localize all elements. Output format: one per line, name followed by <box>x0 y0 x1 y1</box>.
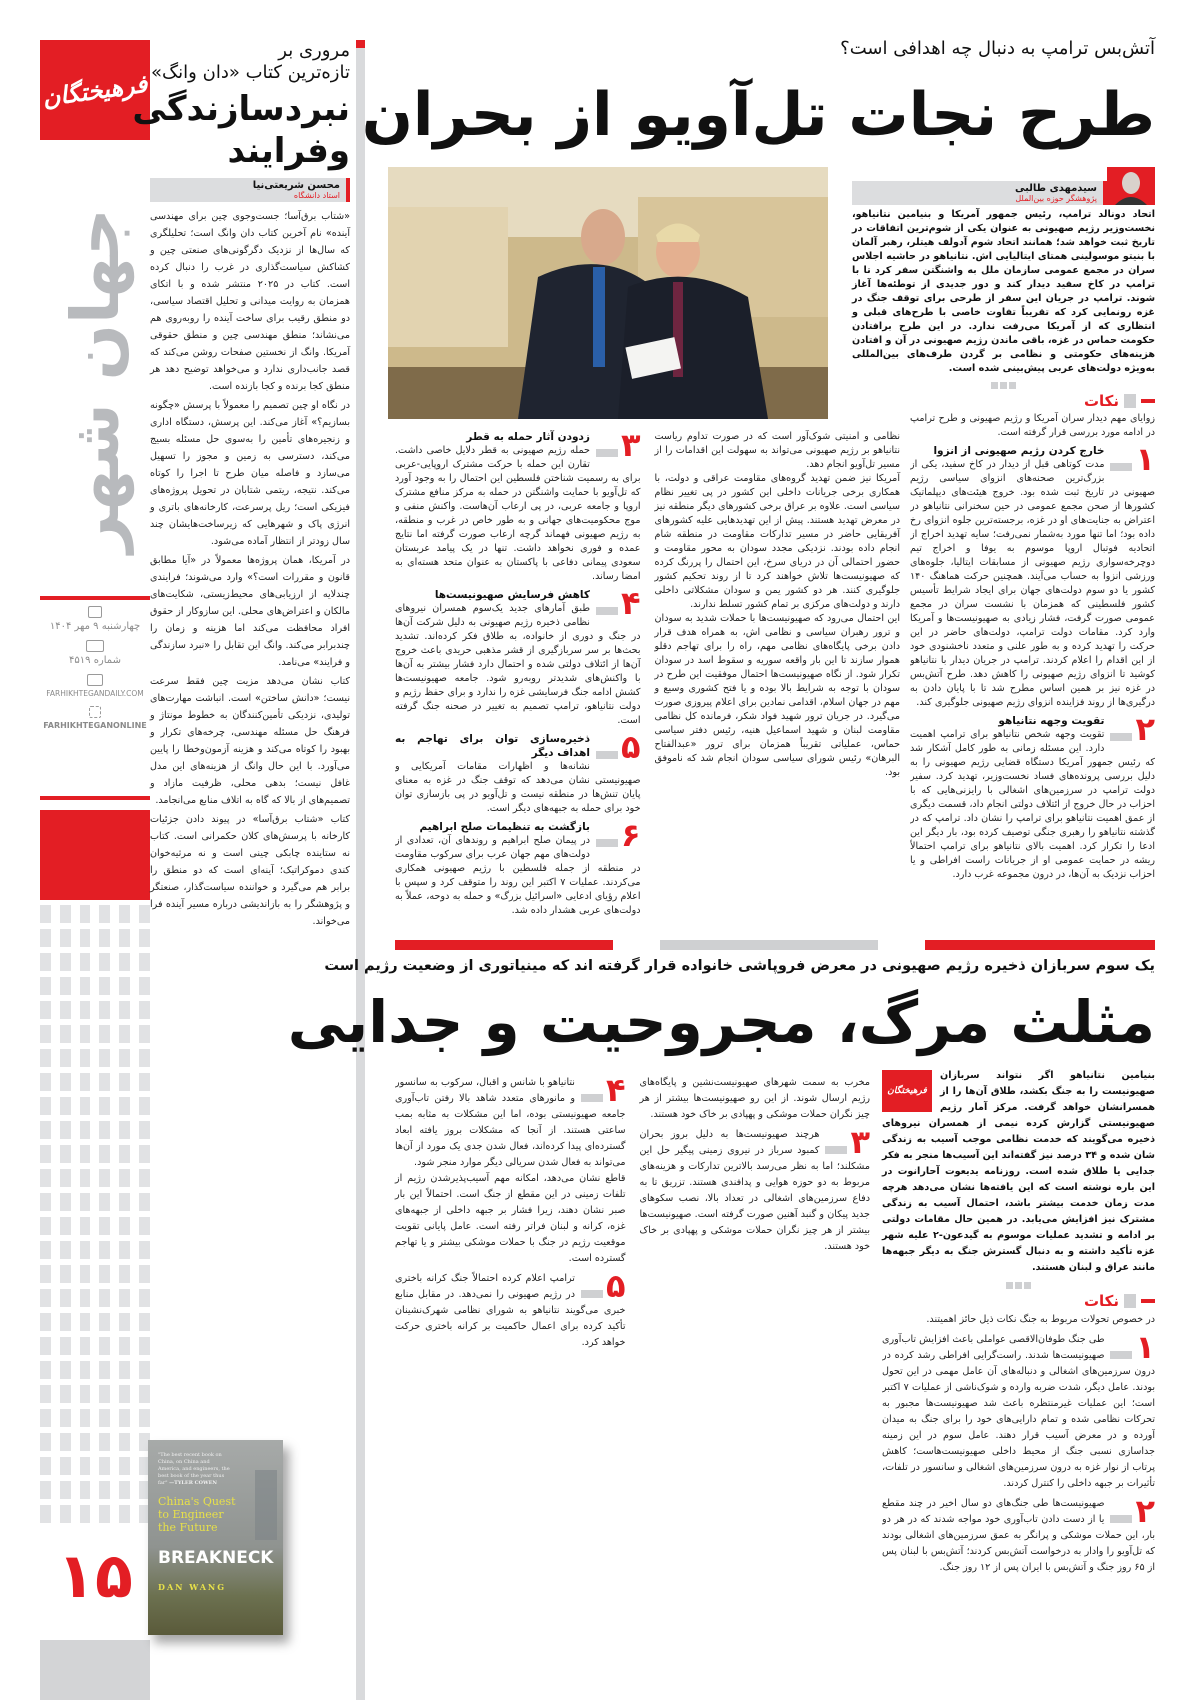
pattern-bar <box>99 905 110 923</box>
nokat-grey-marker <box>1124 1294 1136 1308</box>
point-number: ۵ <box>620 732 641 766</box>
author-role: پژوهشگر حوزه بین‌الملل <box>1015 194 1097 203</box>
pattern-bar <box>40 1121 51 1139</box>
pattern-bar <box>119 1145 130 1163</box>
pattern-bar <box>60 1481 71 1499</box>
point-number-grey-bar <box>581 1290 603 1298</box>
pattern-bar <box>80 1289 91 1307</box>
calendar-icon <box>88 606 102 618</box>
pattern-bar <box>119 1409 130 1427</box>
numbered-point <box>882 1332 1155 1492</box>
book-review-body <box>150 208 350 930</box>
author-portrait-icon <box>1107 167 1155 205</box>
pattern-bar <box>80 929 91 947</box>
pattern-bar <box>40 1241 51 1259</box>
qr-code-icon <box>89 706 101 718</box>
numbered-point <box>395 1271 626 1351</box>
second-story-kicker: یک سوم سربازان ذخیره رژیم صهیونی در معرض فروپاشی خانواده قرار گرفته اند که مینیاتوری از وضعیت رژیم است <box>324 958 1155 974</box>
pattern-bar <box>40 1289 51 1307</box>
pattern-bar <box>139 1241 150 1259</box>
issue-number-icon <box>86 640 104 652</box>
pattern-bar <box>119 1337 130 1355</box>
pattern-bar <box>80 1217 91 1235</box>
point-number: ۴ <box>620 588 641 622</box>
book-review <box>132 40 350 932</box>
issue-number: شماره ۴۵۱۹ <box>69 655 121 666</box>
pattern-bar <box>139 1361 150 1379</box>
pattern-bar <box>60 1337 71 1355</box>
pattern-bar <box>119 1505 130 1523</box>
second-story-points-column <box>882 1292 1155 1576</box>
section-rule <box>395 940 613 950</box>
pattern-bar <box>99 1097 110 1115</box>
pattern-bar <box>99 1217 110 1235</box>
pattern-bar <box>119 1121 130 1139</box>
pattern-bar <box>80 1337 91 1355</box>
newspaper-logo: فرهیختگان <box>40 40 150 140</box>
point-number-box <box>581 1271 626 1305</box>
point-number-grey-bar <box>1110 463 1132 471</box>
pattern-bar <box>119 1025 130 1043</box>
pattern-bar <box>40 1265 51 1283</box>
pattern-bar <box>99 1121 110 1139</box>
pattern-bar <box>60 1073 71 1091</box>
point-text: نتانیاهو با شانس و اقبال، سرکوب به سانسور و مانورهای متعدد شاهد بالا رفتن تاب‌آوری جامعه صهیونیستی بوده، اما این مشکلات به مثابه بمب ساعتی هستند. از آنجا که مشکلات بروز یافته ابعاد گسترده‌ای پیدا کرده‌اند، فعال شدن جدی یک مورد از آن‌ها می‌تواند به فعال شدن سریالی دیگر موارد منجر شود. <box>395 1077 626 1168</box>
pattern-bar <box>80 1241 91 1259</box>
pattern-bar <box>80 1361 91 1379</box>
pattern-bar <box>40 1049 51 1067</box>
book-review-kicker: تازه‌ترین کتاب «دان وانگ» <box>151 62 350 83</box>
separator-dots <box>882 1280 1155 1288</box>
pattern-bar <box>40 1217 51 1235</box>
newspaper-mini-logo: فرهیختگان <box>882 1070 932 1112</box>
pattern-bar <box>40 1145 51 1163</box>
pattern-bar <box>99 1337 110 1355</box>
pattern-bar <box>40 1025 51 1043</box>
pattern-bar <box>99 1145 110 1163</box>
lead-story-byline <box>852 181 1107 205</box>
point-number-grey-bar <box>1110 733 1132 741</box>
pattern-bar <box>139 929 150 947</box>
separator-dots <box>852 380 1155 388</box>
second-story-headline: مثلث مرگ، مجروحیت و جدایی <box>287 988 1155 1056</box>
pattern-bar <box>60 1121 71 1139</box>
point-number-grey-bar <box>596 751 618 759</box>
section-rule <box>660 940 878 950</box>
section-title: جهان شهر <box>56 207 134 553</box>
pattern-bar <box>60 1025 71 1043</box>
pattern-bar <box>99 1313 110 1331</box>
nokat-grey-marker <box>1124 394 1136 408</box>
paragraph: در آمریکا، همان پروژه‌ها معمولاً در «آیا مطابق قانون و مقررات است؟» وارد می‌شوند؛ فرایندی چندلایه از ارزیابی‌های محیط‌زیستی، شکایت‌های مالکان و اعتراض‌های محلی. این سازوکار از حقوق افراد محافظت می‌کند اما هزینه و زمان را چندبرابر می‌کند. وانگ این تقابل را «نبرد سازندگی و فرایند» می‌نامد. <box>150 555 350 668</box>
point-number-box <box>596 820 641 854</box>
pattern-bar <box>119 1193 130 1211</box>
pattern-bar <box>99 953 110 971</box>
nokat-label: نکات <box>1083 1292 1119 1310</box>
point-number: ۲ <box>1135 714 1155 748</box>
book-review-title: نبردسازندگی <box>132 89 350 129</box>
pattern-bar <box>99 1001 110 1019</box>
book-cover-image <box>140 1440 295 1640</box>
point-text: حمله رژیم صهیونی به قطر دلایل خاصی داشت. تقارن این حمله با حرکت مشترک اروپایی-عربی برای به رسمیت شناختن فلسطین این احتمال را به وجود آورد که تل‌آویو با حمایت واشنگتن در حمله به مرکز منافع مشترک اروپا و جامعه عربی، در پی ارعاب آن‌هاست. واکنش منفی و موج محکومیت‌های جهانی و به طور خاص در غرب و منطقه، به رژیم صهیونی فهماند گرچه ارعاب صورت گرفته اما نتایج عمده و فوری نخواهد داشت. تنها در یک پیامد عربستان سعودی پیمانی دفاعی با پاکستان به عنوان متحد هسته‌ای به امضا رساند. <box>395 445 641 582</box>
pattern-bar <box>40 1313 51 1331</box>
pattern-bar <box>80 977 91 995</box>
pattern-bar <box>40 1073 51 1091</box>
book-cover-blurb: "The best recent book on China, on China and America, and engineers, the best book of the year thus far" —TYLER COWEN <box>158 1452 230 1486</box>
pattern-bar <box>80 1193 91 1211</box>
numbered-point <box>395 588 641 728</box>
sidebar-red-rule <box>40 596 150 600</box>
point-number-box <box>596 430 641 464</box>
pattern-bar <box>80 1097 91 1115</box>
point-number: ۱ <box>1135 444 1155 478</box>
point-number: ۲ <box>1135 1496 1155 1530</box>
pattern-bar <box>119 1313 130 1331</box>
book-cover-subtitle: China's Quest to Engineer the Future <box>158 1495 236 1534</box>
pattern-bar <box>139 1121 150 1139</box>
pattern-bar <box>99 1073 110 1091</box>
pattern-bar <box>99 1169 110 1187</box>
pattern-bar <box>99 1289 110 1307</box>
pattern-bar <box>99 1049 110 1067</box>
pattern-bar <box>60 1361 71 1379</box>
pattern-bar <box>40 1337 51 1355</box>
pattern-bar <box>139 1385 150 1403</box>
pattern-bar <box>60 1097 71 1115</box>
numbered-point <box>910 714 1155 882</box>
point-number-box <box>1110 1332 1155 1366</box>
pattern-bar <box>40 1409 51 1427</box>
pattern-bar <box>40 1457 51 1475</box>
author-photo <box>1107 167 1155 205</box>
book-review-kicker: مروری بر <box>278 40 350 61</box>
pattern-bar <box>60 1001 71 1019</box>
pattern-bar <box>119 1001 130 1019</box>
pattern-bar <box>119 1433 130 1451</box>
pattern-bar <box>40 1505 51 1523</box>
pattern-bar <box>119 1169 130 1187</box>
pattern-bar <box>119 977 130 995</box>
pattern-bar <box>60 1145 71 1163</box>
point-number-box <box>596 588 641 622</box>
pattern-bar <box>60 1049 71 1067</box>
paragraph: قاطع نشان می‌دهد، امکانه مهم آسیب‌پذیرشدن رژیم از تلفات زمینی در این مقطع از جنگ است. احتمالاً این بار صبر نشان دهند، زیرا فشار بر جبهه داخلی از جبهه‌های غزه، کرانه و لبنان فراتر رفته است. عامل پایانی تقویت موقعیت رژیم در جنگ با حملات موشکی بیشتر و یا تهاجم گسترده است. <box>395 1173 626 1264</box>
pattern-bar <box>119 1481 130 1499</box>
numbered-point <box>395 430 641 584</box>
pattern-bar <box>139 1193 150 1211</box>
nokat-heading <box>882 1292 1155 1310</box>
pattern-bar <box>40 1001 51 1019</box>
pattern-bar <box>119 929 130 947</box>
paragraph: در خصوص تحولات مربوط به جنگ نکات ذیل حائز اهمیتند. <box>926 1314 1155 1325</box>
sidebar-grey-block <box>40 1640 150 1700</box>
pattern-bar <box>40 1361 51 1379</box>
pattern-bar <box>80 1481 91 1499</box>
pattern-bar <box>80 1265 91 1283</box>
pattern-bar <box>60 1169 71 1187</box>
point-number-box <box>581 1075 626 1109</box>
pattern-bar <box>40 1193 51 1211</box>
point-text: صهیونیست‌ها طی جنگ‌های دو سال اخیر در چند مقطع یا از دست دادن تاب‌آوری خود مواجه شدند که در هر دو بار، این حملات موشکی و پرانگر به عمق سرزمین‌های اشغالی بودند که تل‌آویو را وادار به درخواست آتش‌بس کردند؛ آتش‌بس با لبنان پس از ۶۵ روز جنگ و آتش‌بس با ایران پس از ۱۲ روز جنگ. <box>882 1498 1155 1573</box>
paragraph: این احتمال می‌رود که صهیونیست‌ها با حملات شدید به سودان و ترور رهبران سیاسی و نظامی اش، به همراه هدف قرار دادن برخی پایگاه‌های نظامی مهم، راه را برای تهاجم دقلو هموار سازند تا این بار واقعه سوریه و سقوط اسد در سودان تکرار شود. از نگاه صهیونیست‌ها احتمال موفقیت این طرح در سودان با توجه به شرایط بالا بوده و یا فتح کشوری وسیع و مهم در جهان اسلام، اقدامی نمادین برای اعلام پیروزی صورت می‌گیرد. در جریان ترور شهید فواد شکر، فرمانده کل نظامی مقاومت لبنان و شهید اسماعیل هنیه، رئیس دفتر سیاسی حماس، عملیاتی تقریباً همزمان برای ترور «عبدالفتاح البرهان» رئیس شورای سیاسی سودان انجام شد که ناموفق بود. <box>654 613 900 778</box>
pattern-bar <box>80 1433 91 1451</box>
point-number-grey-bar <box>825 1146 847 1154</box>
point-title: خارج کردن رژیم صهیونی از انزوا <box>933 445 1105 457</box>
point-number-box <box>1110 714 1155 748</box>
pattern-bar <box>119 1241 130 1259</box>
pattern-bar <box>139 905 150 923</box>
pattern-bar <box>40 977 51 995</box>
photo-trump-netanyahu <box>388 167 828 419</box>
point-number-box <box>1110 1496 1155 1530</box>
pattern-bar <box>139 1289 150 1307</box>
pattern-bar <box>119 1217 130 1235</box>
pattern-bar <box>119 905 130 923</box>
pattern-bar <box>99 1505 110 1523</box>
numbered-point <box>882 1496 1155 1576</box>
point-number: ۶ <box>620 820 641 854</box>
pattern-bar <box>60 1289 71 1307</box>
pattern-bar <box>139 1049 150 1067</box>
point-text: مدت کوتاهی قبل از دیدار در کاخ سفید، یکی از بزرگ‌ترین صحنه‌های انزوای سیاسی رژیم صهیونی در تاریخ ثبت شده بود. خروج هیئت‌های دیپلماتیک کشورها از صحن مجمع عمومی در حین سخنرانی نتانیاهو در اعتراض به جنایت‌های او در غزه، برجسته‌ترین جلوه انزوای رخ داده بود؛ اما تنها مورد به‌شمار نمی‌رفت؛ سایه تهدید اخراج از اتحادیه فوتبال اروپا موسوم به یوفا و اخراج تیم دوچرخه‌سواری رژیم صهیونی از مسابقات ایتالیا، جلوه‌های ورزشی انزوا به حساب می‌آیند. همچنین حرکت هماهنگ ۱۴۰ کشور یا دو سوم دولت‌های جهان برای ایجاد شرایط تأسیس کشور فلسطینی که همزمان با نشست سران در مجمع عمومی صورت گرفت، فشار زیادی به صهیونیست‌ها و آمریکا وارد کرد. مقامات دولت ترامپ، دولت‌های حاضر در این حرکت را تهدید کرده و به طور علنی و متعدد ناخشنودی خود از این اقدام را اعلام کردند. ترامپ در جریان دیدار با نتانیاهو کوشید تا انزوای رژیم صهیونی را کاهش دهد. طرح آتش‌بس در غزه نیز بر همین اساس مطرح شد تا با پایان دادن به درگیری‌ها از روند فزاینده انزوای رژیم صهیونی جلوگیری کند. <box>910 459 1155 708</box>
pattern-bar <box>119 1073 130 1091</box>
pattern-bar <box>99 1433 110 1451</box>
pattern-bar <box>60 1193 71 1211</box>
point-title: تقویت وجهه نتانیاهو <box>998 715 1105 727</box>
pattern-bar <box>139 1217 150 1235</box>
pattern-bar <box>119 1097 130 1115</box>
column-divider <box>356 48 365 1700</box>
point-number-grey-bar <box>596 839 618 847</box>
pattern-bar <box>80 1409 91 1427</box>
pattern-bar <box>99 1193 110 1211</box>
lead-story-photo <box>388 167 828 419</box>
point-number-box <box>825 1127 870 1161</box>
lead-story-body <box>395 430 900 918</box>
pattern-bar <box>80 1169 91 1187</box>
point-number: ۱ <box>1135 1332 1155 1366</box>
lead-story-points-column <box>910 392 1155 882</box>
pattern-bar <box>139 977 150 995</box>
pattern-bar <box>60 1265 71 1283</box>
pattern-bar <box>60 1313 71 1331</box>
sidebar-red-rule <box>40 796 150 800</box>
point-text: هرچند صهیونیست‌ها به دلیل بروز بحران کمبود سرباز در نیروی زمینی پیگیر حل این مشکلند؛ اما به نظر می‌رسد بالاترین تدارکات و هزینه‌های مربوط به دو حوزه هوایی و پدافندی هستند. تزریق تا به دفاع سرزمین‌های اشغالی در تعداد بالا، نصب سکوهای جدید پیکان و گنبد آهنین صورت گرفته است. صهیونیست‌ها بیشتر از هر چیز نگران حملات موشکی و پهپادی بر خاک خود هستند. <box>639 1129 870 1252</box>
book-cover-skyscraper <box>255 1470 277 1540</box>
pattern-bar <box>119 1361 130 1379</box>
pattern-bar <box>40 953 51 971</box>
nokat-label: نکات <box>1083 392 1119 410</box>
point-number-box <box>1110 444 1155 478</box>
nokat-heading <box>910 392 1155 410</box>
paragraph: کتاب نشان می‌دهد مزیت چین فقط سرعت نیست؛ «دانش ساختن» است. انباشت مهارت‌های تولیدی، نزدیکی تأمین‌کنندگان به خطوط مونتاژ و فرهنگ حل مسئله مهندسی، چرخه‌های تکرار و بهبود را کوتاه می‌کند و هزینه آزمون‌وخطا را پایین می‌آورد. با این حال وانگ از هزینه‌های این مدل غافل نیست؛ بدهی محلی، ظرفیت مازاد و تصمیم‌های از بالا که گاه به اتلاف منابع می‌انجامد. <box>150 676 350 806</box>
pattern-bar <box>119 953 130 971</box>
pattern-bar <box>80 953 91 971</box>
numbered-point <box>395 820 641 918</box>
point-title: زدودن آثار حمله به قطر <box>466 431 590 443</box>
pattern-bar <box>139 953 150 971</box>
point-number-box <box>596 732 641 766</box>
point-title: ذخیره‌سازی توان برای تهاجم به اهداف دیگر <box>395 733 590 759</box>
pattern-bar <box>139 1025 150 1043</box>
nokat-marker-icon <box>1141 1299 1155 1303</box>
numbered-point <box>395 732 641 816</box>
pattern-bar <box>99 1385 110 1403</box>
pattern-bar <box>99 1409 110 1427</box>
pattern-bar <box>139 1409 150 1427</box>
pattern-bar <box>80 1505 91 1523</box>
pattern-bar <box>40 1169 51 1187</box>
pattern-bar <box>80 1049 91 1067</box>
point-number: ۵ <box>605 1271 626 1305</box>
pattern-bar <box>60 1409 71 1427</box>
pattern-bar <box>40 1385 51 1403</box>
point-text: ترامپ اعلام کرده احتمالاً جنگ کرانه باختری در رژیم صهیونی را نمی‌دهد. در مقابل منابع خبری می‌گویند نتانیاهو به شورای نظامی شهرک‌نشینان تأکید کرده برای اعمال حاکمیت بر کرانه باختری حرکت خواهد کرد. <box>395 1273 626 1348</box>
lead-story-kicker: آتش‌بس ترامپ به دنبال چه اهدافی است؟ <box>840 38 1155 59</box>
point-number: ۴ <box>605 1075 626 1109</box>
nokat-marker-icon <box>1141 399 1155 403</box>
pattern-bar <box>119 1265 130 1283</box>
point-title: کاهش فرسایش صهیونیست‌ها <box>434 589 590 601</box>
pattern-bar <box>99 1265 110 1283</box>
lead-story-headline: طرح نجات تل‌آویو از بحران <box>361 80 1155 150</box>
pattern-bar <box>99 977 110 995</box>
pattern-bar <box>80 1145 91 1163</box>
point-number: ۳ <box>850 1127 870 1161</box>
pattern-bar <box>40 929 51 947</box>
pattern-bar <box>40 1481 51 1499</box>
point-title: بازگشت به تنظیمات صلح ابراهیم <box>419 821 590 833</box>
pattern-bar <box>119 1289 130 1307</box>
pattern-bar <box>60 1385 71 1403</box>
pattern-bar <box>60 1241 71 1259</box>
pattern-bar <box>99 1481 110 1499</box>
page-number: ۱۵ <box>57 1539 133 1612</box>
lead-byline-row <box>852 167 1155 205</box>
paragraph: در نگاه او چین تصمیم را معمولاً با پرسش «چگونه بسازیم؟» آغاز می‌کند. این پرسش، دستگاه اداری و زنجیره‌های تأمین را به‌سوی حل مسئله بسیج می‌کند، دسترسی به زمین و مجوز را تسهیل می‌سازد و فاصله میان طرح تا اجرا را کوتاه می‌کند. نتیجه، ریتمی شتابان در تحویل پروژه‌های فیزیکی است؛ ریل پرسرعت، کارخانه‌های باتری و انرژی پاک و شهرهایی که زیرساخت‌هایشان چند سال زودتر از انتظار آماده می‌شود. <box>150 400 350 547</box>
publication-meta <box>40 606 150 730</box>
pattern-bar <box>99 1025 110 1043</box>
pattern-bar <box>99 1241 110 1259</box>
section-rule <box>925 940 1155 950</box>
pattern-bar <box>119 1385 130 1403</box>
pattern-bar <box>139 1337 150 1355</box>
pattern-bar <box>139 1265 150 1283</box>
lead-story-intro: اتحاد دونالد ترامپ، رئیس جمهور آمریکا و بنیامین نتانیاهو، نخست‌وزیر رژیم صهیونی به عنوان یکی از شوم‌ترین اتفاقات در تاریخ ثبت خواهد شد؛ همانند اتحاد شوم آدولف هیتلر، رهبر آلمان با بنیتو موسولینی همتای ایتالیایی اش. نتانیاهو در حاشیه اجلاس سران در مجمع عمومی سازمان ملل به واشنگتن سفر کرد تا با ترامپ در کاخ سفید دیدار کند و دور جدیدی از توطئه‌ها آغاز شوند. ترامپ در جریان این سفر از طرحی برای توقف جنگ در غزه رونمایی کرد که تقریباً تفاوت خاصی با طرح‌های قبلی و انتظاری که از آمریکا می‌رفت ندارد. در این طرح برافتادن حکومت حماس در غزه، باقی ماندن رژیم صهیونی در آن و افتادن هزینه‌های حکومتی و نظامی بر گردن طرف‌های بین‌المللی به‌ویژه دولت‌های عربی پیش‌بینی شده است. <box>852 209 1155 374</box>
point-number-grey-bar <box>581 1094 603 1102</box>
paragraph: نظامی و امنیتی شوک‌آور است که در صورت تداوم ریاست نتانیاهو بر رژیم صهیونی می‌تواند به سهولت این اقدامات را از مسیر تل‌آویو انجام دهد. <box>654 431 900 470</box>
second-story-intro: فرهیختگان بنیامین نتانیاهو اگر نتواند سربازان صهیونیست را به جنگ بکشد، طلاق آن‌ها را از همسرانشان خواهد گرفت. مرکز آمار رژیم صهیونیستی گزارش کرده نیمی از همسران نیروهای ذخیره می‌گویند که خدمت نظامی موجب آسیب به زندگی شان شده و ۳۴ درصد نیز گفته‌اند این آسیب‌ها منجر به فکر جدایی یا طلاق شده است. روزنامه یدیعوت آحارانوت در این باره نوشته است که این یافته‌ها نشان می‌دهد هرچه مدت زمان خدمت بیشتر باشد، احتمال آسیب به زندگی مشترک نیز افزایش می‌یابد. در همین حال مقامات دولتی بر ادامه و تشدید عملیات موسوم به گیدعون-۲ علیه شهر غزه تأکید داشته و به دنبال گسترش جنگ به دیگر جبهه‌ها مانند عراق و لبنان هستند. <box>882 1070 1155 1273</box>
pattern-bar <box>139 1145 150 1163</box>
point-number-grey-bar <box>596 607 618 615</box>
pattern-bar <box>40 1433 51 1451</box>
point-number-grey-bar <box>596 449 618 457</box>
pattern-bar <box>60 905 71 923</box>
pattern-bar <box>80 1313 91 1331</box>
pattern-bar <box>139 1073 150 1091</box>
point-number-grey-bar <box>1110 1351 1132 1359</box>
author-role: استاد دانشگاه <box>293 191 340 200</box>
pattern-bar <box>80 1385 91 1403</box>
book-cover-author: DAN WANG <box>158 1582 227 1592</box>
point-text: نشانه‌ها و اظهارات مقامات آمریکایی و صهیونیستی نشان می‌دهد که توقف جنگ در غزه به معنای پایان تنش‌ها در منطقه نیست و تل‌آویو در پی بازسازی توان خود برای حمله به جبهه‌های دیگر است. <box>395 761 641 814</box>
pattern-bar <box>80 1457 91 1475</box>
pattern-bar <box>40 905 51 923</box>
pattern-bar <box>139 1169 150 1187</box>
book-review-title: وفرایند <box>227 131 350 171</box>
pattern-bar <box>99 1457 110 1475</box>
pattern-bar <box>40 1097 51 1115</box>
social-handle[interactable]: FARHIKHTEGANONLINE <box>43 721 147 730</box>
pattern-bar <box>60 977 71 995</box>
website-icon <box>87 674 103 686</box>
pattern-bar <box>119 1457 130 1475</box>
pattern-bar <box>60 1433 71 1451</box>
book-review-byline <box>150 178 350 202</box>
paragraph: «شتاب برق‌آسا؛ جست‌وجوی چین برای مهندسی آینده» نام آخرین کتاب دان وانگ است؛ تحلیلگری که سال‌ها از نزدیک دگرگونی‌های صنعتی چین و کشاکش سیاست‌گذاری در غرب را دنبال کرده است. کتاب در ۲۰۲۵ منتشر شده و با اتکای همزمان به روایت میدانی و تحلیل اقتصاد سیاسی، دو منطق رقیب برای ساخت آینده را روبه‌روی هم می‌نشاند؛ منطق مهندسی چین و منطق حقوقی آمریکا. وانگ از نخستین صفحات روشن می‌کند که قصد جانب‌داری ندارد و می‌خواهد توضیح دهد هر منطق کجا برنده و کجا بازنده است. <box>150 211 350 392</box>
pattern-bar <box>80 1121 91 1139</box>
pattern-bar <box>80 1073 91 1091</box>
pattern-bar <box>99 1361 110 1379</box>
second-story-right-column <box>882 1068 1155 1576</box>
author-name: سیدمهدی طالبی <box>1014 183 1097 194</box>
pattern-bar <box>60 929 71 947</box>
paragraph: کتاب «شتاب برق‌آسا» در پیوند دادن جزئیات کارخانه با پرسش‌های کلان حکمرانی است. کتاب نه ستاینده چابکی چینی است و نه مرثیه‌خوان کندی دموکراتیک؛ آینه‌ای است که دو منطق را برابر هم می‌گیرد و خواننده سیاست‌گذار، صنعتگر و پژوهشگر را به بازاندیشی درباره مسیر آینده فرا می‌خواند. <box>150 814 350 927</box>
paragraph: زوایای مهم دیدار سران آمریکا و رژیم صهیونی و طرح ترامپ در ادامه مورد بررسی قرار گرفته است. <box>910 413 1155 438</box>
pattern-bar <box>99 929 110 947</box>
numbered-point <box>640 1127 871 1255</box>
pattern-bar <box>119 1049 130 1067</box>
author-name: محسن شریعتی‌نیا <box>252 180 340 191</box>
pattern-bar <box>60 953 71 971</box>
second-story-body <box>395 1075 870 1351</box>
paragraph: مخرب به سمت شهرهای صهیونیست‌نشین و پایگاه‌های رژیم ارسال شوند. از این رو صهیونیست‌ها بیشتر از هر چیز نگران حملات موشکی و پهپادی بر خاک خود هستند. <box>639 1077 870 1120</box>
point-number-grey-bar <box>1110 1515 1132 1523</box>
point-text: در پیمان صلح ابراهیم و روندهای آن، تعدادی از دولت‌های مهم جهان عرب برای سرکوب مقاومت در منطقه از جمله فلسطین با رژیم صهیونی همکاری می‌کردند. عملیات ۷ اکتبر این روند را متوقف کرد و سپس با اعلام رؤیای ادعایی «اسرائیل بزرگ» و حمله به دوحه، عملاً به دولت‌های عربی هشدار داده شد. <box>395 835 641 916</box>
numbered-point <box>395 1075 626 1171</box>
website-link[interactable]: FARHIKHTEGANDAILY.COM <box>46 689 144 698</box>
pattern-bar <box>80 1025 91 1043</box>
pattern-bar <box>60 1457 71 1475</box>
pattern-bar <box>80 1001 91 1019</box>
point-number: ۳ <box>620 430 641 464</box>
point-text: تقویت وجهه شخص نتانیاهو برای ترامپ اهمیت دارد. این مسئله زمانی به طور کامل آشکار شد که رئیس جمهور آمریکا دستگاه قضایی رژیم صهیونی را به دلیل بررسی پرونده‌های فساد نخست‌وزیر، تهدید کرد. سفیر دولت ترامپ در سرزمین‌های اشغالی با رایزنی‌هایی که با احزاب در حال خروج از ائتلاف دولتی انجام داد، قسمت دیگری از عمق اهمیت نتانیاهو برای ترامپ را نشان داد. ترامپ که در گذشته نتانیاهو را رهبری جنگی توصیف کرده بود، بار دیگر این ادعا را تکرار کرد. اهمیت بالای نتانیاهو برای ترامپ احتمالاً ریشه در حمایت عمومی او از جریانات راست افراطی و یا احزاب نزدیک به آن‌ها، در درون مجموعه غرب دارد. <box>910 729 1155 880</box>
pattern-bar <box>60 1505 71 1523</box>
paragraph: آمریکا نیز ضمن تهدید گروه‌های مقاومت عراقی و دولت، با همکاری برخی جریانات داخلی این کشور در پی تغییر نظام سیاسی است. علاوه بر عراق برخی کشورهای دیگر منطقه نیز در معرض تهدید هستند. پیش از این تهدیدهایی علیه کشورهای آفریقایی حاضر در مسیر تدارکات مقاومت در منطقه شام انجام داده بودند. نزدیکی مجدد سودان به محور مقاومت و حضور احتمالی آن در دریای سرخ، این احتمال را پررنگ کرده که صهیونیست‌ها تلاش خواهند کرد تا از روند تحکیم کشور جلوگیری کنند. هر دو کشور یمن و سودان مشکلاتی داخلی دارند و دولت‌های مرکزی بر تمام کشور تسلط ندارند. <box>654 473 900 610</box>
book-cover-title: BREAKNECK <box>158 1548 274 1568</box>
pattern-bar <box>60 1217 71 1235</box>
decorative-bar-pattern <box>40 905 150 1535</box>
point-text: طبق آمارهای جدید یک‌سوم همسران نیروهای نظامی ذخیره رژیم صهیونی به دلیل شرکت آن‌ها در جنگ و دوری از خانواده، به طلاق فکر کرده‌اند. تشدید بحث‌ها بر سر سربازگیری از قشر مذهبی حریدی باعث خروج آن‌ها از ائتلاف دولتی شده و احتمال دارد فشار بیشتر به آن‌ها با واکنش‌های شدیدتر روبه‌رو شود. جامعه صهیونیست‌ها کشش ادامه جنگ فرسایشی غزه را ندارد و برای حفظ رژیم و دولت نتانیاهو، ترامپ تصمیم به تغییر در صحنه جنگ گرفته است. <box>395 603 641 726</box>
pattern-bar <box>80 905 91 923</box>
sidebar-red-block <box>40 810 150 900</box>
pattern-bar <box>139 1313 150 1331</box>
pattern-bar <box>139 1001 150 1019</box>
pattern-bar <box>139 1097 150 1115</box>
issue-date: چهارشنبه ۹ مهر ۱۴۰۴ <box>49 621 141 632</box>
numbered-point <box>910 444 1155 710</box>
point-text: طی جنگ طوفان‌الاقصی عواملی باعث افزایش تاب‌آوری صهیونیست‌ها شدند. راست‌گرایی افراطی رشد کرده در درون سرزمین‌های اشغالی و دنباله‌های آن عامل مهمی در این تحول بودند. عامل دیگر، شدت ضربه وارده و شوک‌ناشی از عملیات ۷ اکتبر است؛ این عملیات غیرمنتظره باعث شد صهیونیست‌ها مجبور به تحرکات نظامی شده و تمام دارایی‌های خود را برای جنگ به میدان آورده و در معرض آسیب قرار دهند. عامل سوم در این زمینه جداسازی نسبی جنگ از محیط داخلی صهیونیست‌هاست؛ کاهش پرتاب از نوار غزه به درون سرزمین‌های اشغالی و سانسور در تلفات، تأثیرات بر جبهه داخلی را کنترل کردند. <box>882 1334 1155 1489</box>
